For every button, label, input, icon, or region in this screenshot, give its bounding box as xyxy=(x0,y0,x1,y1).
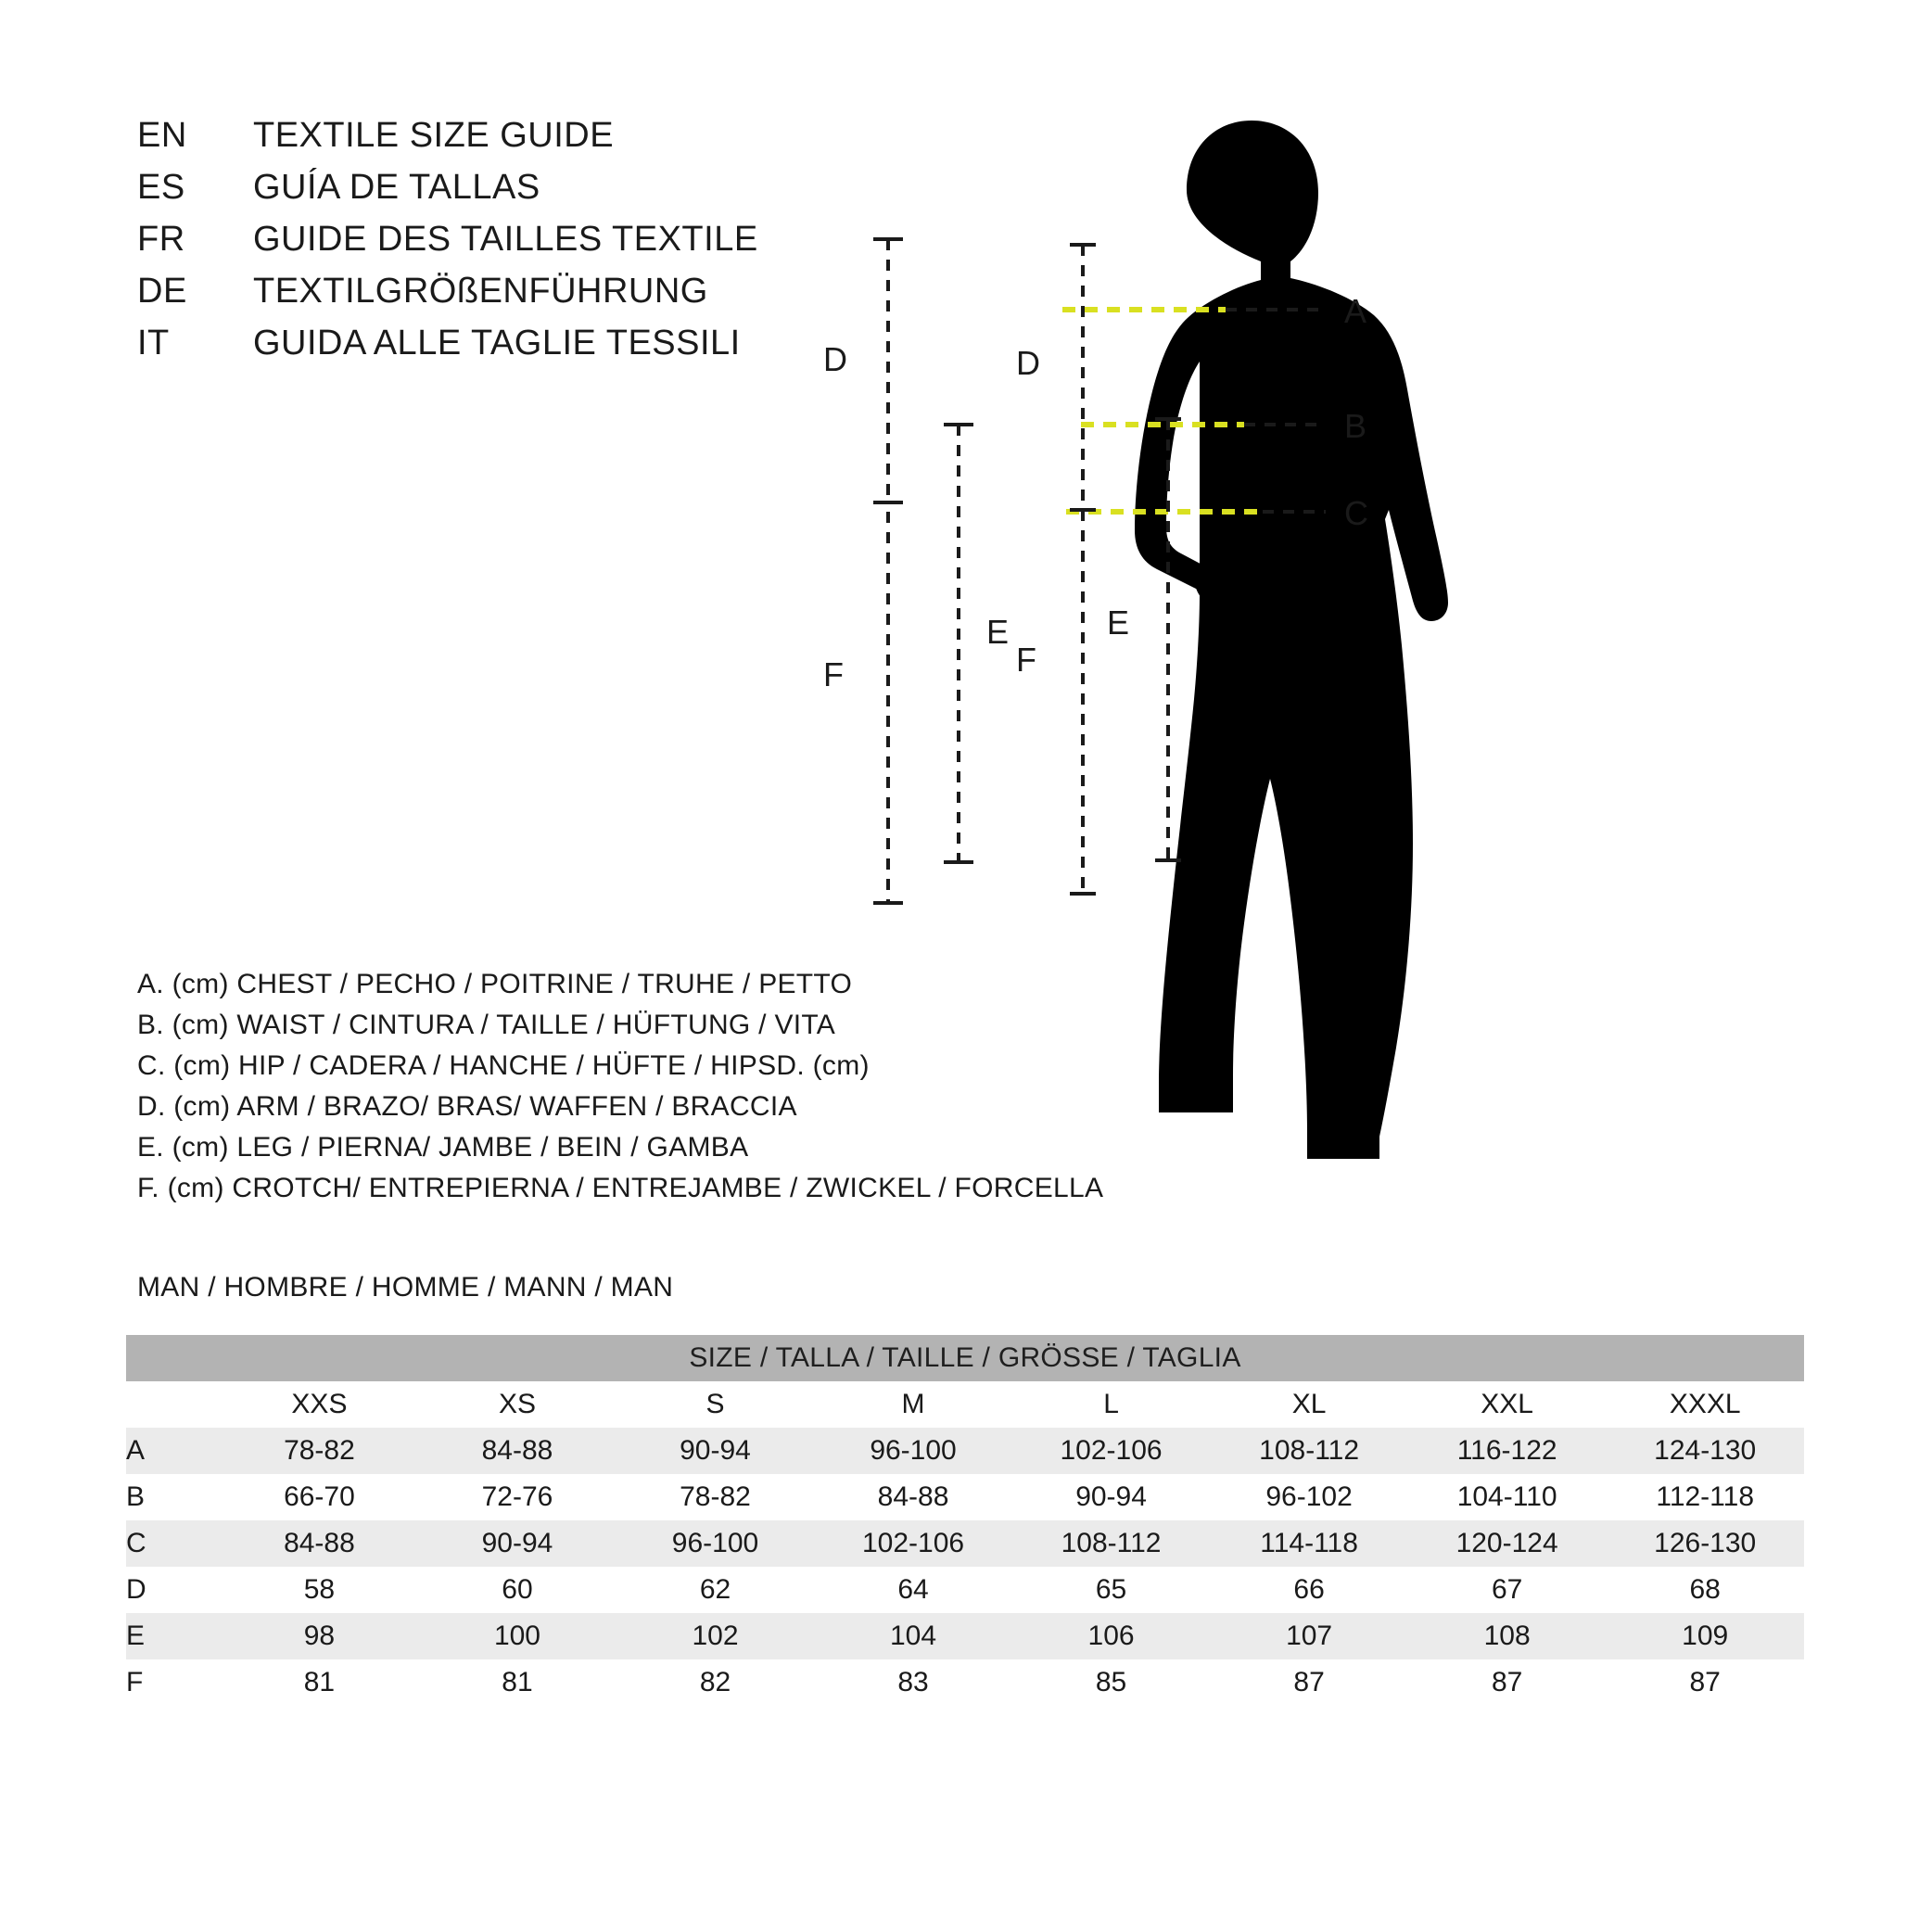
header-xxl: XXL xyxy=(1408,1381,1607,1428)
table-row xyxy=(126,1659,1804,1706)
cell-d-m: 64 xyxy=(814,1567,1012,1613)
cell-a-xs: 84-88 xyxy=(418,1428,616,1474)
cell-c-m: 102-106 xyxy=(814,1520,1012,1567)
dimension-label-e: E xyxy=(986,613,1010,651)
header-corner-cell xyxy=(126,1381,221,1428)
cell-f-xxl: 87 xyxy=(1408,1659,1607,1706)
title-block xyxy=(137,116,972,375)
cell-c-l: 108-112 xyxy=(1012,1520,1211,1567)
cell-f-m: 83 xyxy=(814,1659,1012,1706)
cell-e-l: 106 xyxy=(1012,1613,1211,1659)
cell-d-s: 62 xyxy=(616,1567,815,1613)
cell-e-xl: 107 xyxy=(1210,1613,1408,1659)
header-l: L xyxy=(1012,1381,1211,1428)
title-text-en: TEXTILE SIZE GUIDE xyxy=(253,116,615,155)
header-m: M xyxy=(814,1381,1012,1428)
cell-e-s: 102 xyxy=(616,1613,815,1659)
table-caption: SIZE / TALLA / TAILLE / GRÖSSE / TAGLIA xyxy=(126,1335,1804,1381)
legend-row-c: C. (cm) HIP / CADERA / HANCHE / HÜFTE / HIPSD. (cm) xyxy=(137,1050,870,1082)
legend-row-e: E. (cm) LEG / PIERNA/ JAMBE / BEIN / GAMBA xyxy=(137,1132,749,1163)
row-label-d: D xyxy=(126,1567,221,1613)
header-xs: XS xyxy=(418,1381,616,1428)
cell-a-l: 102-106 xyxy=(1012,1428,1211,1474)
cell-a-xxl: 116-122 xyxy=(1408,1428,1607,1474)
legend-row-a: A. (cm) CHEST / PECHO / POITRINE / TRUHE / PETTO xyxy=(137,969,853,999)
cell-d-xxl: 67 xyxy=(1408,1567,1607,1613)
cell-e-xxl: 108 xyxy=(1408,1613,1607,1659)
cell-c-xl: 114-118 xyxy=(1210,1520,1408,1567)
callout-label-c: C xyxy=(1344,494,1368,532)
title-text-fr: GUIDE DES TAILLES TEXTILE xyxy=(253,220,758,259)
legend-row-d: D. (cm) ARM / BRAZO/ BRAS/ WAFFEN / BRACCIA xyxy=(137,1091,797,1123)
cell-a-m: 96-100 xyxy=(814,1428,1012,1474)
header-xxxl: XXXL xyxy=(1606,1381,1804,1428)
row-label-e: E xyxy=(126,1613,221,1659)
cell-f-l: 85 xyxy=(1012,1659,1211,1706)
cell-b-xs: 72-76 xyxy=(418,1474,616,1520)
title-row-fr xyxy=(137,220,972,260)
cell-e-xs: 100 xyxy=(418,1613,616,1659)
cell-c-xxs: 84-88 xyxy=(221,1520,419,1567)
cell-a-s: 90-94 xyxy=(616,1428,815,1474)
header-xl: XL xyxy=(1210,1381,1408,1428)
title-row-de xyxy=(137,272,972,311)
header-s: S xyxy=(616,1381,815,1428)
cell-b-xl: 96-102 xyxy=(1210,1474,1408,1520)
table-row xyxy=(126,1613,1804,1659)
table-row xyxy=(126,1428,1804,1474)
table-header-row xyxy=(126,1381,1804,1428)
gender-label: MAN / HOMBRE / HOMME / MANN / MAN xyxy=(137,1272,674,1303)
size-table xyxy=(126,1335,1804,1706)
title-lang-it: IT xyxy=(137,324,170,362)
cell-a-xxs: 78-82 xyxy=(221,1428,419,1474)
cell-e-xxs: 98 xyxy=(221,1613,419,1659)
cell-a-xxxl: 124-130 xyxy=(1606,1428,1804,1474)
title-row-en xyxy=(137,116,972,156)
callout-label-b: B xyxy=(1344,407,1367,445)
cell-f-xs: 81 xyxy=(418,1659,616,1706)
title-lang-es: ES xyxy=(137,168,185,207)
cell-e-xxxl: 109 xyxy=(1606,1613,1804,1659)
title-row-es xyxy=(137,168,972,208)
title-text-de: TEXTILGRÖßENFÜHRUNG xyxy=(253,272,708,311)
table-row xyxy=(126,1567,1804,1613)
title-lang-en: EN xyxy=(137,116,187,155)
header-xxs: XXS xyxy=(221,1381,419,1428)
guide-label-d: D xyxy=(1016,344,1040,382)
callout-label-a: A xyxy=(1344,292,1367,330)
cell-f-s: 82 xyxy=(616,1659,815,1706)
cell-f-xl: 87 xyxy=(1210,1659,1408,1706)
cell-a-xl: 108-112 xyxy=(1210,1428,1408,1474)
cell-b-m: 84-88 xyxy=(814,1474,1012,1520)
cell-d-xxxl: 68 xyxy=(1606,1567,1804,1613)
cell-b-s: 78-82 xyxy=(616,1474,815,1520)
guide-label-e: E xyxy=(1107,604,1130,642)
cell-b-xxxl: 112-118 xyxy=(1606,1474,1804,1520)
cell-d-xl: 66 xyxy=(1210,1567,1408,1613)
cell-c-s: 96-100 xyxy=(616,1520,815,1567)
cell-d-xs: 60 xyxy=(418,1567,616,1613)
cell-c-xxxl: 126-130 xyxy=(1606,1520,1804,1567)
cell-c-xs: 90-94 xyxy=(418,1520,616,1567)
legend-row-f: F. (cm) CROTCH/ ENTREPIERNA / ENTREJAMBE / ZWICKEL / FORCELLA xyxy=(137,1173,1104,1204)
table-row xyxy=(126,1474,1804,1520)
dimension-label-f: F xyxy=(823,655,844,693)
cell-b-xxs: 66-70 xyxy=(221,1474,419,1520)
cell-e-m: 104 xyxy=(814,1613,1012,1659)
legend-row-b: B. (cm) WAIST / CINTURA / TAILLE / HÜFTUNG / VITA xyxy=(137,1010,836,1041)
title-text-it: GUIDA ALLE TAGLIE TESSILI xyxy=(253,324,741,362)
cell-d-l: 65 xyxy=(1012,1567,1211,1613)
cell-d-xxs: 58 xyxy=(221,1567,419,1613)
title-lang-de: DE xyxy=(137,272,187,311)
row-label-a: A xyxy=(126,1428,221,1474)
row-label-b: B xyxy=(126,1474,221,1520)
cell-f-xxs: 81 xyxy=(221,1659,419,1706)
cell-f-xxxl: 87 xyxy=(1606,1659,1804,1706)
title-lang-fr: FR xyxy=(137,220,185,259)
table-caption-row xyxy=(126,1335,1804,1381)
cell-b-xxl: 104-110 xyxy=(1408,1474,1607,1520)
cell-b-l: 90-94 xyxy=(1012,1474,1211,1520)
legend-block xyxy=(137,964,1231,1210)
dimension-label-d: D xyxy=(823,340,847,378)
row-label-c: C xyxy=(126,1520,221,1567)
title-text-es: GUÍA DE TALLAS xyxy=(253,168,540,207)
row-label-f: F xyxy=(126,1659,221,1706)
cell-c-xxl: 120-124 xyxy=(1408,1520,1607,1567)
table-row xyxy=(126,1520,1804,1567)
guide-label-f: F xyxy=(1016,641,1036,679)
